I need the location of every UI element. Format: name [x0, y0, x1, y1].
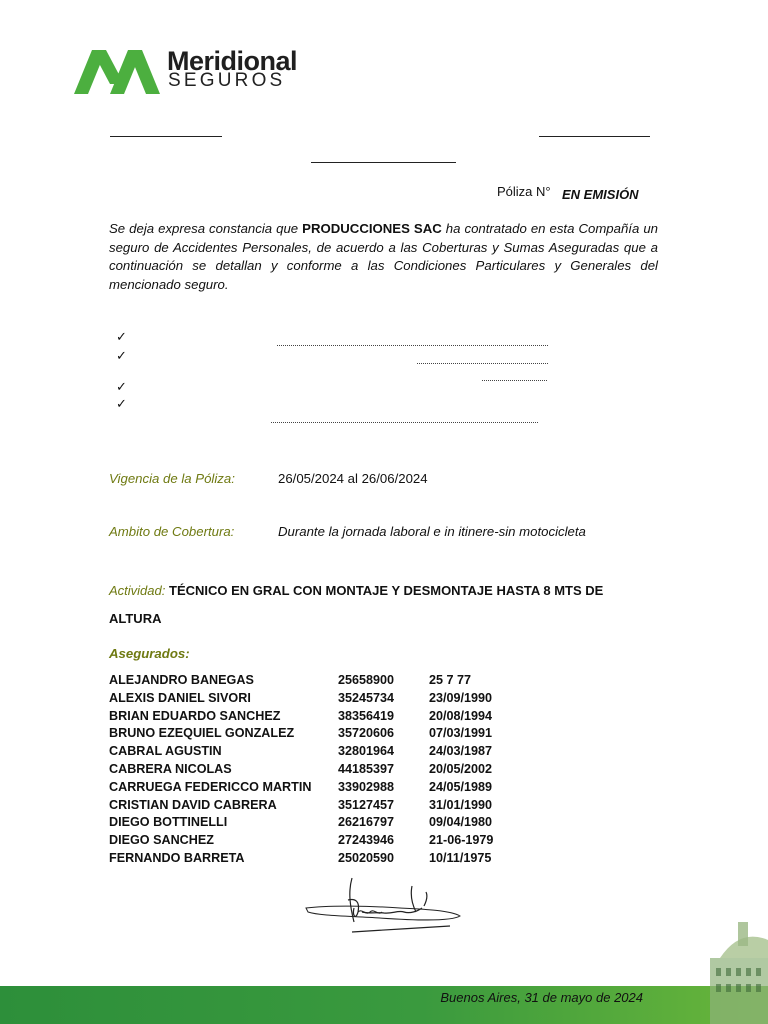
insured-name: BRUNO EZEQUIEL GONZALEZ — [109, 726, 295, 741]
company-logo — [72, 40, 312, 96]
insured-date: 09/04/1980 — [429, 815, 493, 830]
table-row — [109, 725, 493, 743]
insured-name: ALEJANDRO BANEGAS — [109, 673, 254, 687]
actividad-block — [109, 577, 629, 633]
footer-bar — [0, 986, 768, 1024]
table-row — [109, 832, 493, 850]
table-row — [109, 761, 493, 779]
intro-pre: Se deja expresa constancia que — [109, 221, 303, 236]
header-line-left — [110, 136, 222, 137]
insured-dni: 25658900 — [338, 673, 395, 687]
table-row — [109, 779, 493, 797]
header-line-right — [539, 136, 650, 137]
table-row — [109, 672, 493, 690]
table-row — [109, 850, 493, 868]
insured-dni: 44185397 — [338, 761, 395, 776]
insured-date: 21-06-1979 — [429, 833, 494, 848]
insured-dni: 33902988 — [338, 779, 395, 794]
insured-dni: 35245734 — [338, 690, 395, 705]
insured-name: DIEGO BOTTINELLI — [109, 815, 228, 830]
intro-company: PRODUCCIONES SAC — [302, 221, 442, 236]
insured-dni: 32801964 — [338, 744, 395, 759]
table-row — [109, 814, 493, 832]
brand-name: Meridional — [167, 46, 298, 76]
footer-date: Buenos Aires, 31 de mayo de 2024 — [440, 990, 643, 1005]
insured-dni: 35720606 — [338, 726, 395, 741]
table-row — [109, 708, 493, 726]
insured-date: 25 7 77 — [429, 673, 472, 687]
ambito-value: Durante la jornada laboral e in itinere-sin motocicleta — [278, 524, 586, 539]
insured-name: CRISTIAN DAVID CABRERA — [109, 797, 277, 812]
vigencia-value: 26/05/2024 al 26/06/2024 — [278, 471, 428, 486]
vigencia-label: Vigencia de la Póliza: — [109, 471, 235, 486]
insured-dni: 35127457 — [338, 797, 395, 812]
table-row — [109, 797, 493, 815]
check-icon: ✓ — [116, 379, 127, 394]
building-icon — [690, 918, 768, 1024]
actividad-label: Actividad: — [109, 583, 166, 598]
insured-name: ALEXIS DANIEL SIVORI — [109, 690, 251, 705]
signature-image — [300, 872, 470, 942]
dotted-line — [482, 380, 547, 381]
policy-number-label: Póliza N° — [497, 184, 551, 199]
insured-date: 24/05/1989 — [429, 779, 493, 794]
insured-date: 20/05/2002 — [429, 761, 493, 776]
insured-table — [109, 672, 493, 868]
table-row — [109, 743, 493, 761]
actividad-value: TÉCNICO EN GRAL CON MONTAJE Y DESMONTAJE HASTA 8 MTS DE ALTURA — [109, 583, 604, 626]
intro-paragraph — [109, 220, 658, 294]
ambito-label: Ambito de Cobertura: — [109, 524, 235, 539]
insured-name: CABRERA NICOLAS — [109, 761, 232, 776]
dotted-line — [277, 345, 548, 346]
asegurados-title: Asegurados: — [109, 646, 190, 661]
insured-date: 10/11/1975 — [429, 850, 492, 865]
check-icon: ✓ — [116, 396, 127, 411]
check-icon: ✓ — [116, 348, 127, 363]
insured-name: CABRAL AGUSTIN — [109, 744, 222, 759]
insured-date: 31/01/1990 — [429, 797, 493, 812]
insured-date: 24/03/1987 — [429, 744, 493, 759]
insured-name: BRIAN EDUARDO SANCHEZ — [109, 708, 281, 723]
insured-date: 20/08/1994 — [429, 708, 493, 723]
logo-mark-icon — [72, 44, 164, 96]
intro-post: ha contratado en esta Compañía un seguro de Accidentes Personales, de acuerdo a las Coberturas y Sumas Aseguradas que a continuación se detallan y conforme a las Condiciones Particulares y Generales del mencionado seguro. — [109, 221, 658, 292]
insured-dni: 38356419 — [338, 708, 395, 723]
header-line-center — [311, 162, 456, 163]
insured-date: 07/03/1991 — [429, 726, 493, 741]
policy-status: EN EMISIÓN — [562, 187, 639, 202]
insured-dni: 26216797 — [338, 815, 395, 830]
dotted-line — [271, 422, 538, 423]
brand-sub: SEGUROS — [168, 70, 286, 91]
check-icon: ✓ — [116, 329, 127, 344]
table-row — [109, 690, 493, 708]
insured-name: CARRUEGA FEDERICCO MARTIN — [109, 779, 312, 794]
insured-name: DIEGO SANCHEZ — [109, 833, 214, 848]
dotted-line — [417, 363, 548, 364]
insured-name: FERNANDO BARRETA — [109, 850, 245, 865]
insured-dni: 25020590 — [338, 850, 395, 865]
insured-date: 23/09/1990 — [429, 690, 493, 705]
insured-dni: 27243946 — [338, 833, 395, 848]
